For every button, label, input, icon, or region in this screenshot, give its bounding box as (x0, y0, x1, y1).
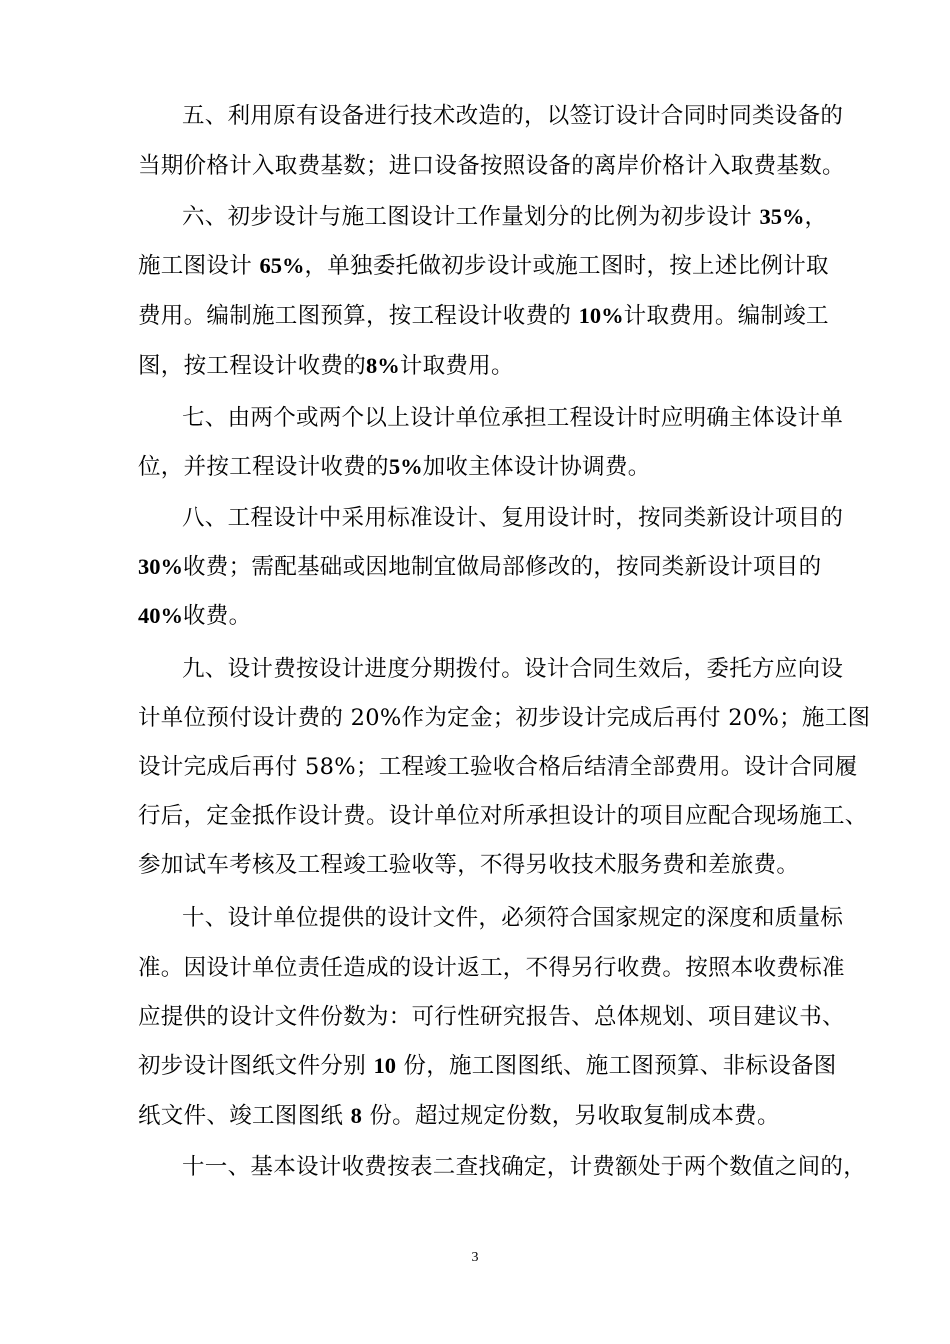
paragraph-p6-line (0, 348, 950, 384)
text-run: 计取费用。编制竣工 (623, 303, 829, 329)
text-run: 十、设计单位提供的设计文件，必须符合国家规定的深度和质量标 (182, 905, 844, 931)
bold-figure: 35% (759, 204, 805, 229)
text-run: 份，施工图图纸、施工图预算、非标设备图 (395, 1053, 837, 1079)
text-run: 图，按工程设计收费的 (138, 353, 367, 379)
text-run: 参加试车考核及工程竣工验收等，不得另收技术服务费和差旅费。 (138, 852, 800, 878)
text-run: 计取费用。 (399, 353, 514, 379)
text-run: 份。超过规定份数，另收取复制成本费。 (361, 1103, 780, 1129)
paragraph-p5-line (0, 148, 950, 184)
text-run: 应提供的设计文件份数为：可行性研究报告、总体规划、项目建议书、 (138, 1004, 845, 1030)
text-run: 纸文件、竣工图图纸 (138, 1103, 351, 1129)
text-run: 八、工程设计中采用标准设计、复用设计时，按同类新设计项目的 (182, 505, 844, 531)
bold-figure: 5% (388, 454, 423, 479)
text-run: 计单位预付设计费的 20%作为定金；初步设计完成后再付 20%；施工图 (138, 705, 871, 731)
paragraph-p10-line (0, 999, 950, 1035)
paragraph-p6-line (0, 248, 950, 284)
bold-figure: 65% (259, 253, 305, 278)
bold-figure: 30% (138, 554, 183, 579)
text-run: 设计完成后再付 58%；工程竣工验收合格后结清全部费用。设计合同履 (138, 754, 858, 780)
bold-figure: 40% (138, 603, 183, 628)
text-run: 收费。 (183, 603, 252, 629)
text-run: 初步设计图纸文件分别 (138, 1053, 374, 1079)
paragraph-p9-line (0, 651, 950, 687)
bold-figure: 8 (350, 1103, 362, 1128)
paragraph-p6-line (0, 199, 950, 235)
text-run: 九、设计费按设计进度分期拨付。设计合同生效后，委托方应向设 (182, 656, 844, 682)
text-run: 十一、基本设计收费按表二查找确定，计费额处于两个数值之间的， (182, 1154, 867, 1180)
bold-figure: 8% (366, 353, 400, 378)
text-run: ，单独委托做初步设计或施工图时，按上述比例计取 (304, 253, 829, 279)
paragraph-p10-line (0, 1098, 950, 1134)
paragraph-p9-line (0, 700, 950, 736)
paragraph-p8-line (0, 598, 950, 634)
text-run: 七、由两个或两个以上设计单位承担工程设计时应明确主体设计单 (182, 405, 844, 431)
paragraph-p7-line (0, 400, 950, 436)
text-run: 六、初步设计与施工图设计工作量划分的比例为初步设计 (182, 204, 760, 230)
paragraph-p9-line (0, 798, 950, 834)
text-run: 收费；需配基础或因地制宜做局部修改的，按同类新设计项目的 (183, 554, 822, 580)
paragraph-p10-line (0, 1048, 950, 1084)
text-run: 行后，定金抵作设计费。设计单位对所承担设计的项目应配合现场施工、 (138, 803, 868, 829)
text-run: ， (804, 204, 828, 230)
text-run: 施工图设计 (138, 253, 260, 279)
paragraph-p10-line (0, 950, 950, 986)
text-run: 加收主体设计协调费。 (422, 454, 651, 480)
paragraph-p10-line (0, 900, 950, 936)
bold-figure: 10% (578, 303, 624, 328)
paragraph-p7-line (0, 449, 950, 485)
paragraph-p8-line (0, 500, 950, 536)
paragraph-p8-line (0, 549, 950, 585)
paragraph-p11-line (0, 1149, 950, 1185)
paragraph-p5-line (0, 98, 950, 134)
paragraph-p9-line (0, 847, 950, 883)
paragraph-p6-line (0, 298, 950, 334)
text-run: 费用。编制施工图预算，按工程设计收费的 (138, 303, 579, 329)
text-run: 位，并按工程设计收费的 (138, 454, 389, 480)
bold-figure: 10 (373, 1053, 396, 1078)
paragraph-p9-line (0, 749, 950, 785)
page-number: 3 (471, 1250, 479, 1265)
text-run: 准。因设计单位责任造成的设计返工，不得另行收费。按照本收费标准 (138, 955, 845, 981)
text-run: 五、利用原有设备进行技术改造的，以签订设计合同时同类设备的 (182, 103, 844, 129)
text-run: 当期价格计入取费基数；进口设备按照设备的离岸价格计入取费基数。 (138, 153, 845, 179)
